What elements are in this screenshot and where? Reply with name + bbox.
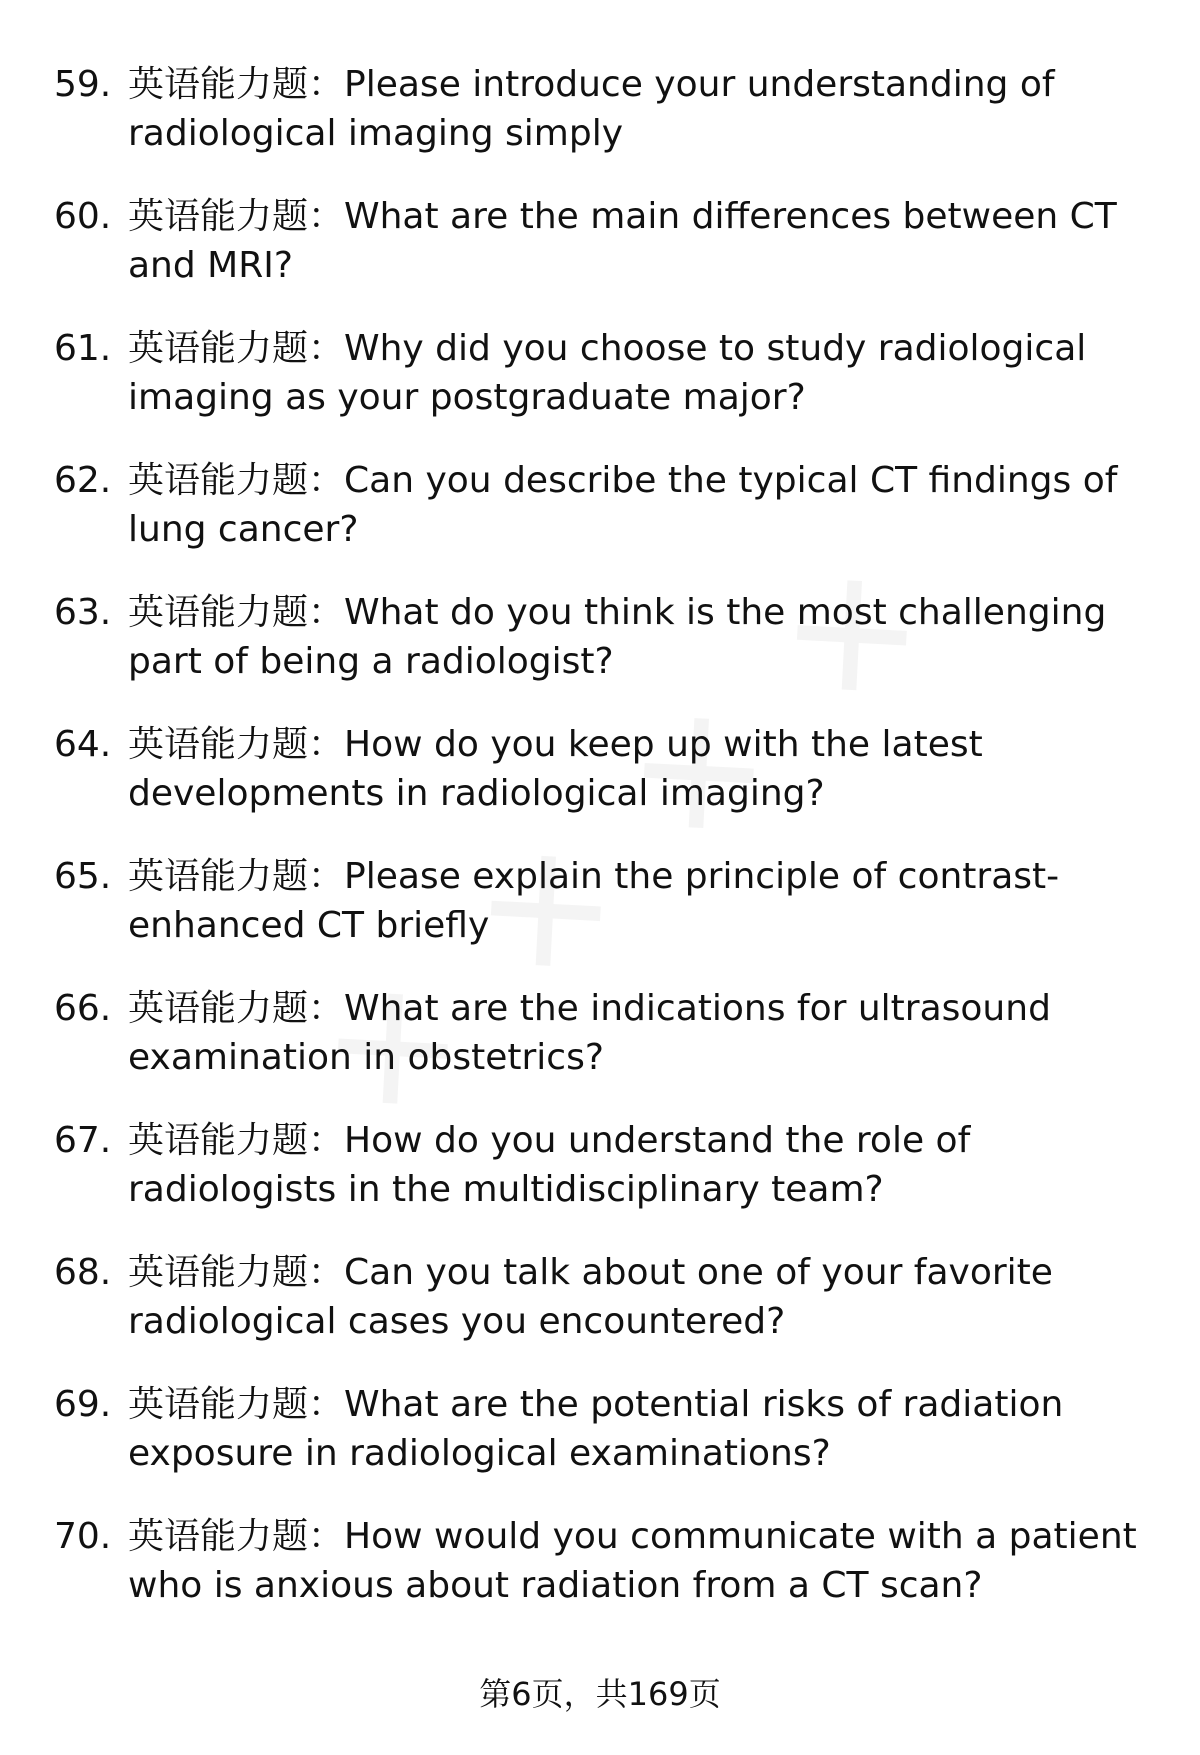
question-number: 59. bbox=[54, 64, 112, 105]
question-number: 69. bbox=[54, 1384, 112, 1425]
page-indicator: 第6页，共169页 bbox=[479, 1675, 721, 1713]
question-body bbox=[128, 1116, 1164, 1214]
question-body bbox=[128, 60, 1164, 158]
question-text: Can you talk about one of your favorite radiological cases you encountered? bbox=[128, 1252, 1053, 1342]
question-text: Please introduce your understanding of radiological imaging simply bbox=[128, 64, 1055, 154]
question-item bbox=[54, 852, 1164, 984]
question-item bbox=[54, 720, 1164, 852]
question-tag: 英语能力题： bbox=[128, 328, 345, 369]
question-text: How do you keep up with the latest developments in radiological imaging? bbox=[128, 724, 983, 814]
question-item bbox=[54, 1116, 1164, 1248]
question-body bbox=[128, 192, 1164, 290]
question-body bbox=[128, 984, 1164, 1082]
question-text: Please explain the principle of contrast-enhanced CT briefly bbox=[128, 856, 1060, 946]
question-tag: 英语能力题： bbox=[128, 592, 345, 633]
question-number: 60. bbox=[54, 196, 112, 237]
question-list bbox=[54, 60, 1164, 1644]
question-number: 62. bbox=[54, 460, 112, 501]
question-tag: 英语能力题： bbox=[128, 1384, 345, 1425]
question-number: 63. bbox=[54, 592, 112, 633]
question-item bbox=[54, 1380, 1164, 1512]
question-tag: 英语能力题： bbox=[128, 988, 345, 1029]
question-tag: 英语能力题： bbox=[128, 1120, 345, 1161]
question-item bbox=[54, 192, 1164, 324]
question-tag: 英语能力题： bbox=[128, 460, 345, 501]
question-body bbox=[128, 1248, 1164, 1346]
question-item bbox=[54, 984, 1164, 1116]
question-tag: 英语能力题： bbox=[128, 1252, 345, 1293]
question-body bbox=[128, 456, 1164, 554]
question-body bbox=[128, 324, 1164, 422]
question-text: What are the main differences between CT and MRI? bbox=[128, 196, 1117, 286]
question-number: 68. bbox=[54, 1252, 112, 1293]
question-text: What do you think is the most challenging part of being a radiologist? bbox=[128, 592, 1107, 682]
question-tag: 英语能力题： bbox=[128, 1516, 345, 1557]
question-body bbox=[128, 588, 1164, 686]
question-text: Why did you choose to study radiological imaging as your postgraduate major? bbox=[128, 328, 1087, 418]
question-item bbox=[54, 60, 1164, 192]
question-item bbox=[54, 324, 1164, 456]
question-item bbox=[54, 1512, 1164, 1644]
question-number: 66. bbox=[54, 988, 112, 1029]
question-item bbox=[54, 588, 1164, 720]
question-tag: 英语能力题： bbox=[128, 196, 345, 237]
question-text: Can you describe the typical CT findings of lung cancer? bbox=[128, 460, 1118, 550]
question-number: 65. bbox=[54, 856, 112, 897]
question-item bbox=[54, 456, 1164, 588]
question-body bbox=[128, 1380, 1164, 1478]
question-tag: 英语能力题： bbox=[128, 64, 345, 105]
question-body bbox=[128, 1512, 1164, 1610]
question-text: How would you communicate with a patient who is anxious about radiation from a CT scan? bbox=[128, 1516, 1137, 1606]
question-number: 61. bbox=[54, 328, 112, 369]
question-tag: 英语能力题： bbox=[128, 724, 345, 765]
question-number: 67. bbox=[54, 1120, 112, 1161]
question-body bbox=[128, 852, 1164, 950]
question-tag: 英语能力题： bbox=[128, 856, 345, 897]
question-text: What are the potential risks of radiation exposure in radiological examinations? bbox=[128, 1384, 1064, 1474]
question-number: 70. bbox=[54, 1516, 112, 1557]
question-item bbox=[54, 1248, 1164, 1380]
question-text: How do you understand the role of radiologists in the multidisciplinary team? bbox=[128, 1120, 971, 1210]
question-body bbox=[128, 720, 1164, 818]
question-number: 64. bbox=[54, 724, 112, 765]
question-text: What are the indications for ultrasound examination in obstetrics? bbox=[128, 988, 1051, 1078]
